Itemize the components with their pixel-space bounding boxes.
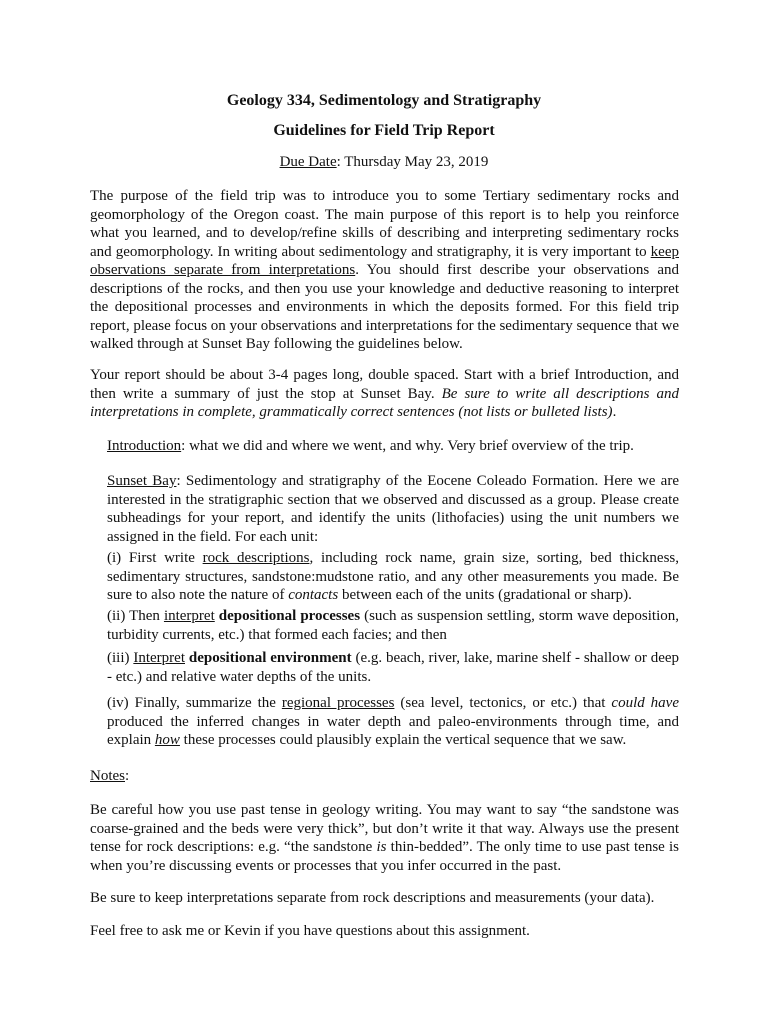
introduction-item bbox=[107, 437, 679, 456]
step-depositional-processes bbox=[107, 607, 679, 644]
text-run: between each of the units (gradational or sharp). bbox=[338, 587, 632, 603]
text-run: . You should first describe your observations and descriptions of the rocks, and then you use your knowledge and deductive reasoning to interpret the depositional processes and environments in which the deposits formed. For this field trip report, please focus on your observations and interpretations for the sedimentary sequence that we walked through at Sunset Bay following the guidelines below. bbox=[90, 262, 679, 352]
text-run: : Sedimentology and stratigraphy of the Eocene Coleado Formation. Here we are interested in the stratigraphic section that we observed and discussed as a group. Please create subheadings for your report, and identify the units (lithofacies) using the unit numbers we assigned in the field. For each unit: bbox=[107, 473, 679, 545]
note-past-tense bbox=[90, 801, 679, 875]
text-run: (sea level, tectonics, or etc.) that bbox=[394, 695, 612, 711]
text-run: (ii) Then bbox=[107, 608, 164, 624]
step-regional-processes bbox=[107, 694, 679, 750]
notes-heading bbox=[90, 767, 679, 786]
text-run: thin-bedded”. The only time to use past tense is when you’re discussing events or processes that you infer occurred in the past. bbox=[90, 839, 679, 874]
course-title: Geology 334, Sedimentology and Stratigraphy bbox=[226, 92, 542, 109]
text-run: (i) First write bbox=[107, 550, 203, 566]
text-run: Your report should be about 3-4 pages long, double spaced. Start with a brief Introduction, and then write a summary of just the stop at Sunset Bay. bbox=[90, 367, 679, 402]
due-date-label: Due Date bbox=[279, 154, 337, 170]
bold-text: depositional environment bbox=[188, 650, 352, 666]
text-run: Be careful how you use past tense in geology writing. You may want to say “the sandstone was coarse-grained and the beds were very thick”, but don’t write it that way. Always use the present tense for rock descriptions: e.g. “the sandstone bbox=[90, 802, 679, 855]
text-run: , including rock name, grain size, sorting, bed thickness, sedimentary structures, sandstone:mudstone ratio, and any other measurements you made. Be sure to also note the nature of bbox=[107, 550, 679, 603]
text-run: (e.g. beach, river, lake, marine shelf - shallow or deep - etc.) and relative water depths of the units. bbox=[107, 650, 680, 685]
text-run: produced the inferred changes in water depth and paleo-environments through time, and explain bbox=[107, 713, 679, 748]
underlined-text: rock descriptions bbox=[202, 550, 310, 566]
underlined-text: keep observations separate from interpretations bbox=[90, 243, 679, 278]
text-run: . bbox=[612, 404, 617, 420]
text-run: : what we did and where we went, and why. Very brief overview of the trip. bbox=[181, 438, 634, 454]
text-run: : bbox=[125, 768, 130, 784]
introduction-label: Introduction bbox=[107, 438, 182, 454]
step-rock-descriptions bbox=[107, 549, 679, 605]
text-run: (iv) Finally, summarize the bbox=[107, 695, 282, 711]
step-depositional-environment bbox=[107, 649, 679, 686]
underlined-text: Interpret bbox=[133, 650, 185, 666]
text-run: (iii) bbox=[107, 650, 134, 666]
text-run: these processes could plausibly explain the vertical sequence that we saw. bbox=[179, 732, 627, 748]
due-date bbox=[0, 153, 768, 172]
notes-label: Notes bbox=[90, 768, 125, 784]
document-title: Guidelines for Field Trip Report bbox=[273, 122, 495, 139]
italic-text: Be sure to write all descriptions and interpretations in complete, grammatically correct sentences (not lists or bulleted lists) bbox=[90, 385, 679, 420]
note-keep-separate: Be sure to keep interpretations separate from rock descriptions and measurements (your data). bbox=[90, 890, 655, 906]
text-run: The purpose of the field trip was to introduce you to some Tertiary sedimentary rocks and geomorphology of the Oregon coast. The main purpose of this report is to help you reinforce what you learned, and to develop/refine skills of describing and interpreting sedimentary rocks and geomorphology. In writing about sedimentology and stratigraphy, it is very important to bbox=[90, 188, 679, 260]
sunset-bay-item bbox=[107, 472, 679, 546]
bold-text: depositional processes bbox=[218, 608, 361, 624]
underlined-text: regional processes bbox=[281, 695, 395, 711]
due-date-value: : Thursday May 23, 2019 bbox=[336, 154, 489, 170]
text-run: (such as suspension settling, storm wave deposition, turbidity currents, etc.) that formed each facies; and then bbox=[107, 608, 680, 643]
length-paragraph bbox=[90, 366, 679, 422]
note-questions: Feel free to ask me or Kevin if you have questions about this assignment. bbox=[90, 923, 530, 939]
underlined-text: interpret bbox=[163, 608, 215, 624]
italic-text: could have bbox=[611, 695, 679, 711]
underlined-italic-text: how bbox=[154, 732, 180, 748]
italic-text: is bbox=[376, 839, 387, 855]
purpose-paragraph bbox=[90, 187, 679, 354]
italic-text: contacts bbox=[288, 587, 339, 603]
sunset-bay-label: Sunset Bay bbox=[107, 473, 177, 489]
